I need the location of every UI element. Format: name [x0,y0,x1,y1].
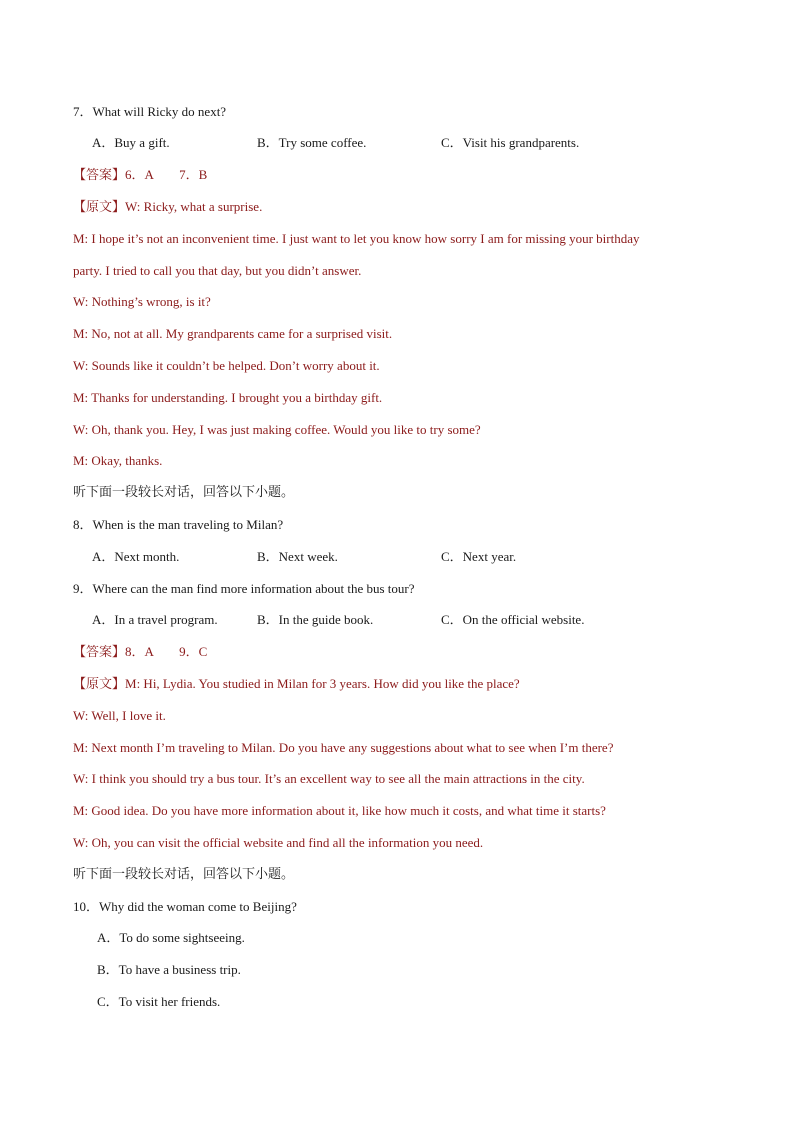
q10-option-c: C．To visit her friends. [97,994,221,1009]
transcript-1-line-5: M: No, not at all. My grandparents came for a surprised visit. [73,326,393,341]
transcript-2-line-2: W: Well, I love it. [73,708,166,723]
question-7: 7．What will Ricky do next? [73,104,227,119]
answer-tag: 【答案】 [73,168,126,183]
q9-option-c: C．On the official website. [441,612,585,627]
answer-tag: 【答案】 [73,645,126,660]
answer-text: 6．A 7．B [125,167,208,182]
transcript-2-line-1 [73,676,520,693]
q8-option-b: B．Next week. [257,549,338,564]
q7-option-c: C．Visit his grandparents. [441,135,580,150]
q10-option-a: A．To do some sightseeing. [97,930,245,945]
question-10: 10．Why did the woman come to Beijing? [73,899,297,914]
section-instruction-2: 听下面一段较长对话，回答以下小题。 [73,867,295,882]
transcript-1-line-6: W: Sounds like it couldn’t be helped. Don’t worry about it. [73,358,380,373]
transcript-2-line-5: M: Good idea. Do you have more information about it, like how much it costs, and what time it starts? [73,803,606,818]
transcript-tag: 【原文】 [73,677,126,692]
transcript-text: M: Hi, Lydia. You studied in Milan for 3 years. How did you like the place? [125,676,520,691]
transcript-1-line-7: M: Thanks for understanding. I brought you a birthday gift. [73,390,383,405]
transcript-tag: 【原文】 [73,200,126,215]
q8-option-c: C．Next year. [441,549,517,564]
transcript-1-line-8: W: Oh, thank you. Hey, I was just making coffee. Would you like to try some? [73,422,481,437]
q7-option-b: B．Try some coffee. [257,135,367,150]
q8-option-a: A．Next month. [92,549,180,564]
answer-block-1 [73,167,207,184]
question-9: 9．Where can the man find more information about the bus tour? [73,581,415,596]
answer-block-2 [73,644,207,661]
transcript-1-line-4: W: Nothing’s wrong, is it? [73,294,211,309]
section-instruction-1: 听下面一段较长对话，回答以下小题。 [73,485,295,500]
transcript-2-line-6: W: Oh, you can visit the official website and find all the information you need. [73,835,484,850]
transcript-1-line-1 [73,199,262,216]
q7-option-a: A．Buy a gift. [92,135,170,150]
transcript-1-line-9: M: Okay, thanks. [73,453,163,468]
q9-option-b: B．In the guide book. [257,612,374,627]
transcript-2-line-3: M: Next month I’m traveling to Milan. Do you have any suggestions about what to see when I’m there? [73,740,614,755]
transcript-2-line-4: W: I think you should try a bus tour. It’s an excellent way to see all the main attractions in the city. [73,771,585,786]
transcript-text: W: Ricky, what a surprise. [125,199,263,214]
question-8: 8．When is the man traveling to Milan? [73,517,284,532]
q10-option-b: B．To have a business trip. [97,962,241,977]
answer-text: 8．A 9．C [125,644,208,659]
transcript-1-line-3: party. I tried to call you that day, but you didn’t answer. [73,263,362,278]
q9-option-a: A．In a travel program. [92,612,218,627]
transcript-1-line-2: M: I hope it’s not an inconvenient time. I just want to let you know how sorry I am for missing your birthday [73,231,640,246]
